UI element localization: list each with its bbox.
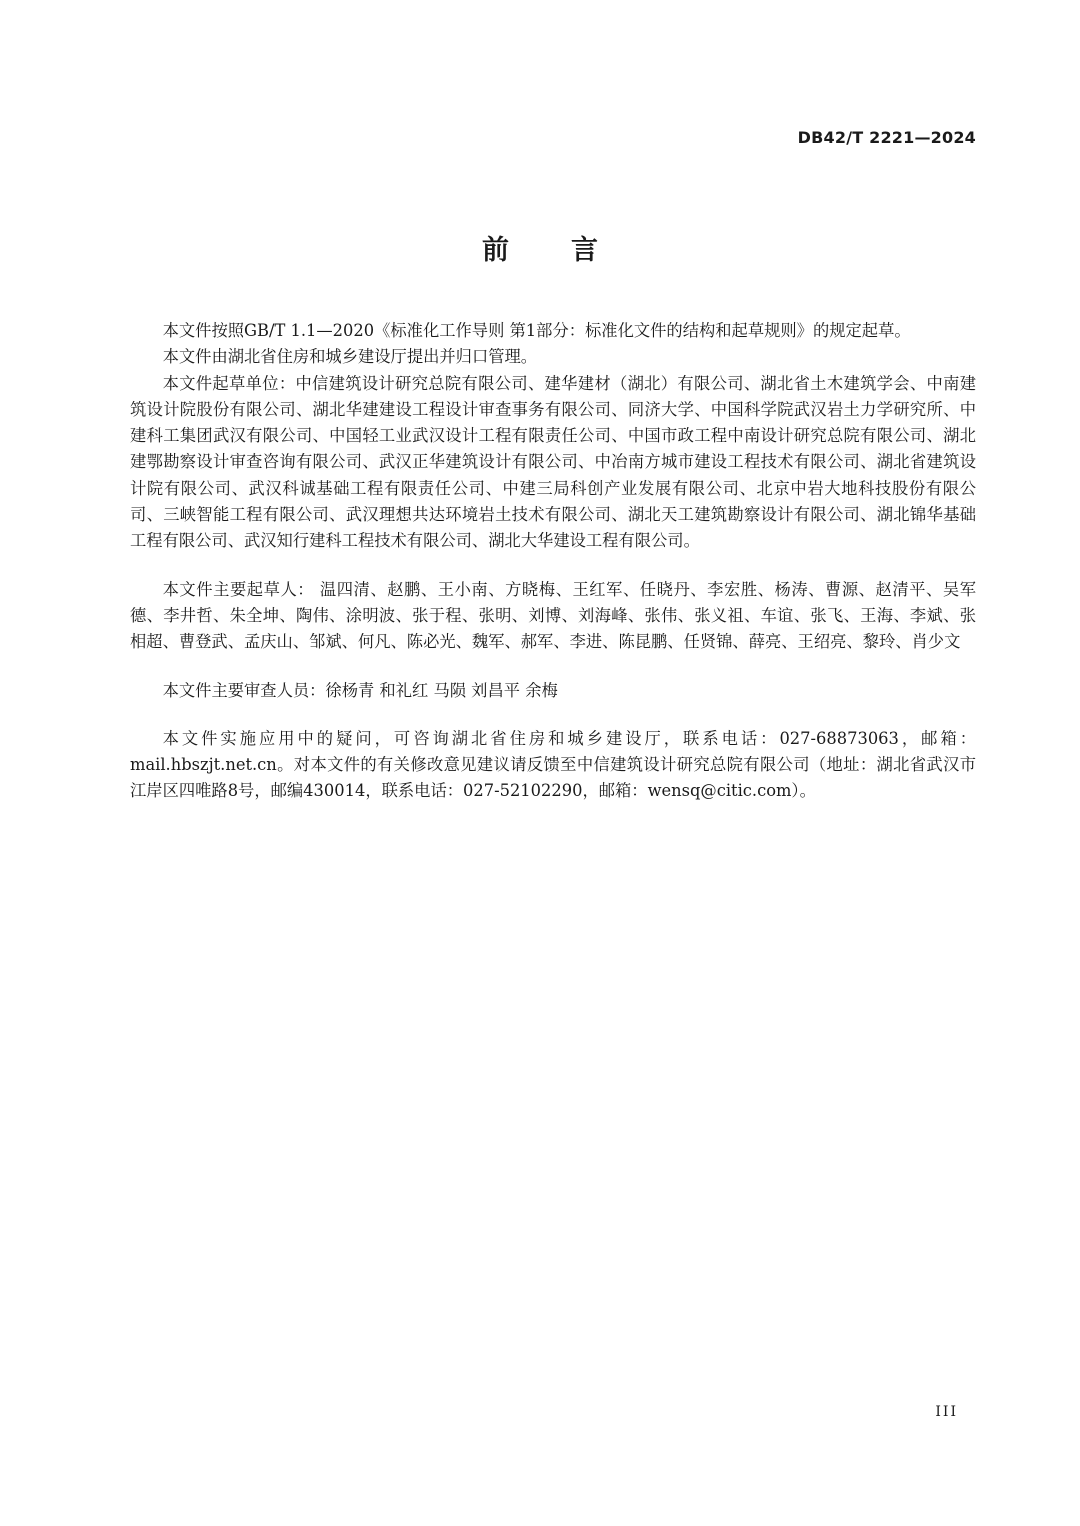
- paragraph-drafting-rules: 本文件按照GB/T 1.1—2020《标准化工作导则 第1部分：标准化文件的结构和起草规则》的规定起草。: [162, 321, 911, 340]
- page-number: III: [935, 1404, 958, 1420]
- paragraph-drafting-units: 本文件起草单位：中信建筑设计研究总院有限公司、建华建材（湖北）有限公司、湖北省土木建筑学会、中南建筑设计院股份有限公司、湖北华建建设工程设计审查事务有限公司、同济大学、中国科学院武汉岩土力学研究所、中建科工集团武汉有限公司、中国轻工业武汉设计工程有限责任公司、中国市政工程中南设计研究总院有限公司、湖北建鄂勘察设计审查咨询有限公司、武汉正华建筑设计有限公司、中冶南方城市建设工程技术有限公司、湖北省建筑设计院有限公司、武汉科诚基础工程有限责任公司、中建三局科创产业发展有限公司、北京中岩大地科技股份有限公司、三峡智能工程有限公司、武汉理想共达环境岩土技术有限公司、湖北天工建筑勘察设计有限公司、湖北锦华基础工程有限公司、武汉知行建科工程技术有限公司、湖北大华建设工程有限公司。: [130, 373, 976, 551]
- title-part-1: 前: [482, 235, 509, 266]
- paragraph-main-drafters: 本文件主要起草人： 温四清、赵鹏、王小南、方晓梅、王红军、任晓丹、李宏胜、杨涛、曹源、赵清平、吴军德、李井哲、朱全坤、陶伟、涂明波、张于程、张明、刘博、刘海峰、张伟、张义祖、车谊、张飞、王海、李斌、张相超、曹登武、孟庆山、邹斌、何凡、陈必光、魏军、郝军、李进、陈昆鹏、任贤锦、薛亮、王绍亮、黎玲、肖少文: [130, 579, 976, 652]
- foreword-body: [130, 318, 976, 805]
- paragraph-proposer: 本文件由湖北省住房和城乡建设厅提出并归口管理。: [162, 347, 538, 367]
- paragraph-contact: 本文件实施应用中的疑问，可咨询湖北省住房和城乡建设厅，联系电话：027-68873063，邮箱：mail.hbszjt.net.cn。对本文件的有关修改意见建议请反馈至中信建筑设计研究总院有限公司（地址：湖北省武汉市江岸区四唯路8号，邮编430014，联系电话：027-52102290，邮箱：wensq@citic.com）。: [130, 728, 976, 801]
- paragraph-reviewers: 本文件主要审查人员：徐杨青 和礼红 马陨 刘昌平 余梅: [162, 680, 558, 700]
- document-code: DB42/T 2221—2024: [797, 128, 976, 147]
- page-title: [0, 228, 1080, 267]
- title-part-2: 言: [571, 235, 598, 266]
